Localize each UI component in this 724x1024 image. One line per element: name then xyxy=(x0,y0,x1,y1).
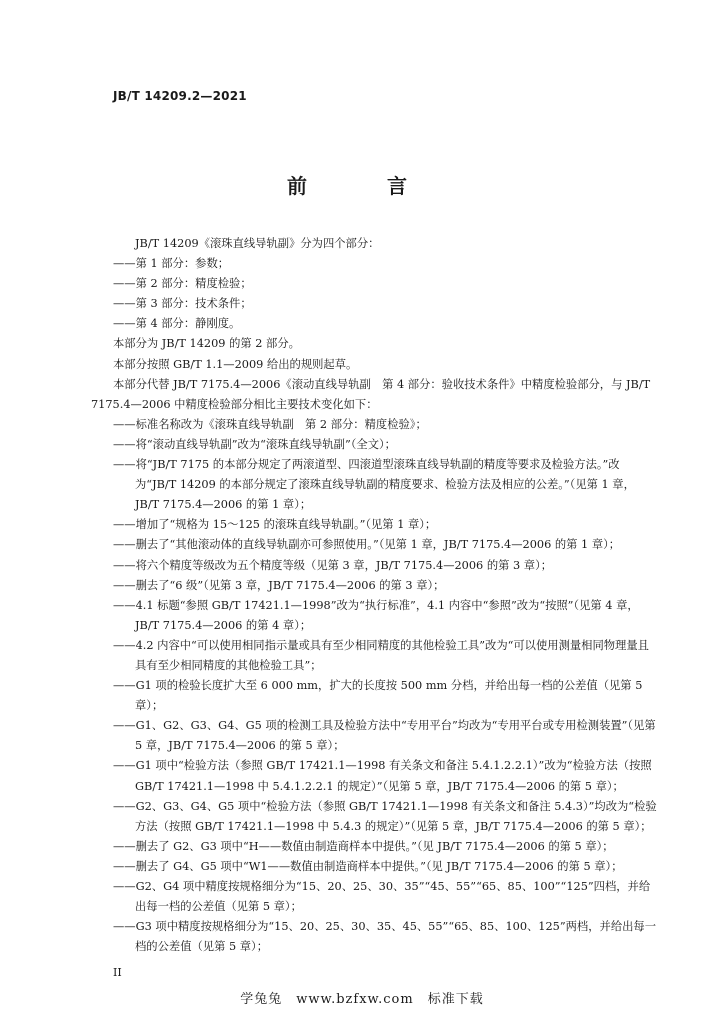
change-item: ——删去了“其他滚动体的直线导轨副亦可参照使用。”（见第 1 章，JB/T 7175.4—2006 的第 1 章）； xyxy=(113,538,621,552)
list-item: ——第 4 部分：静刚度。 xyxy=(113,317,241,331)
change-item: ——将“滚动直线导轨副”改为“滚珠直线导轨副”（全文）； xyxy=(113,437,396,451)
list-item: ——第 1 部分：参数； xyxy=(113,257,230,271)
list-item: ——第 3 部分：技术条件； xyxy=(113,297,252,311)
paragraph: 本部分为 JB/T 14209 的第 2 部分。 xyxy=(113,337,300,351)
change-item: ——增加了“规格为 15～125 的滚珠直线导轨副。”（见第 1 章）； xyxy=(113,518,437,532)
intro-paragraph: JB/T 14209《滚珠直线导轨副》分为四个部分： xyxy=(135,237,380,250)
change-item: ——删去了 G2、G3 项中“H——数值由制造商样本中提供。”（见 JB/T 7175.4—2006 的第 5 章）； xyxy=(113,839,614,853)
change-item: ——删去了 G4、G5 项中“W1——数值由制造商样本中提供。”（见 JB/T 7175.4—2006 的第 5 章）； xyxy=(113,859,623,873)
change-item: ——将六个精度等级改为五个精度等级（见第 3 章，JB/T 7175.4—2006 的第 3 章）； xyxy=(113,558,553,572)
change-item: ——G1 项中“检验方法（参照 GB/T 17421.1—1998 有关条文和备注 5.4.1.2.2.1）”改为“检验方法（按照 GB/T 17421.1—1998 中 5.4.1.2.2.1 的规定）”（见第 5 章，JB/T 7175.4—2006 的第 5 章）； xyxy=(113,759,652,793)
change-item: ——G1 项的检验长度扩大至 6 000 mm，扩大的长度按 500 mm 分档，并给出每一档的公差值（见第 5 章）； xyxy=(113,679,643,713)
paragraph: 本部分按照 GB/T 1.1—2009 给出的规则起草。 xyxy=(113,357,358,371)
paragraph: 本部分代替 JB/T 7175.4—2006《滚动直线导轨副 第 4 部分：验收技术条件》中精度检验部分，与 JB/T 7175.4—2006 中精度检验部分相比主要技术变化如下： xyxy=(91,377,651,411)
watermark-footer: 学兔兔 www.bzfxw.com 标准下载 xyxy=(240,992,484,1007)
page-number: II xyxy=(113,966,122,979)
page-title: 前 言 xyxy=(287,174,437,198)
change-item: ——G2、G3、G4、G5 项中“检验方法（参照 GB/T 17421.1—1998 有关条文和备注 5.4.3）”均改为“检验方法（按照 GB/T 17421.1—1998 中 5.4.3 的规定）”（见第 5 章，JB/T 7175.4—2006 的第 5 章）； xyxy=(113,799,657,833)
change-item: ——4.1 标题“参照 GB/T 17421.1—1998”改为“执行标准”，4.1 内容中“参照”改为“按照”（见第 4 章，JB/T 7175.4—2006 的第 4 章）； xyxy=(113,598,639,632)
change-item: ——删去了“6 级”（见第 3 章，JB/T 7175.4—2006 的第 3 章）； xyxy=(113,578,445,592)
change-item: ——4.2 内容中“可以使用相同指示量或具有至少相同精度的其他检验工具”改为“可以使用测量相同物理量且具有至少相同精度的其他检验工具”； xyxy=(113,638,649,672)
change-item: ——G1、G2、G3、G4、G5 项的检测工具及检验方法中“专用平台”均改为“专用平台或专用检测装置”（见第 5 章，JB/T 7175.4—2006 的第 5 章）； xyxy=(113,719,656,753)
change-item: ——G3 项中精度按规格细分为“15、20、25、30、35、45、55”“65、85、100、125”两档，并给出每一档的公差值（见第 5 章）； xyxy=(113,920,657,954)
list-item: ——第 2 部分：精度检验； xyxy=(113,277,252,291)
change-item: ——标准名称改为《滚珠直线导轨副 第 2 部分：精度检验》； xyxy=(113,417,427,431)
body-text xyxy=(91,234,658,957)
document-code-header: JB/T 14209.2—2021 xyxy=(113,89,247,103)
change-item: ——将“JB/T 7175 的本部分规定了两滚道型、四滚道型滚珠直线导轨副的精度等要求及检验方法。”改为“JB/T 14209 的本部分规定了滚珠直线导轨副的精度要求、检验方法及相应的公差。”（见第 1 章，JB/T 7175.4—2006 的第 1 章）； xyxy=(113,458,635,512)
change-item: ——G2、G4 项中精度按规格细分为“15、20、25、30、35”“45、55”“65、85、100”“125”四档，并给出每一档的公差值（见第 5 章）； xyxy=(113,880,651,914)
